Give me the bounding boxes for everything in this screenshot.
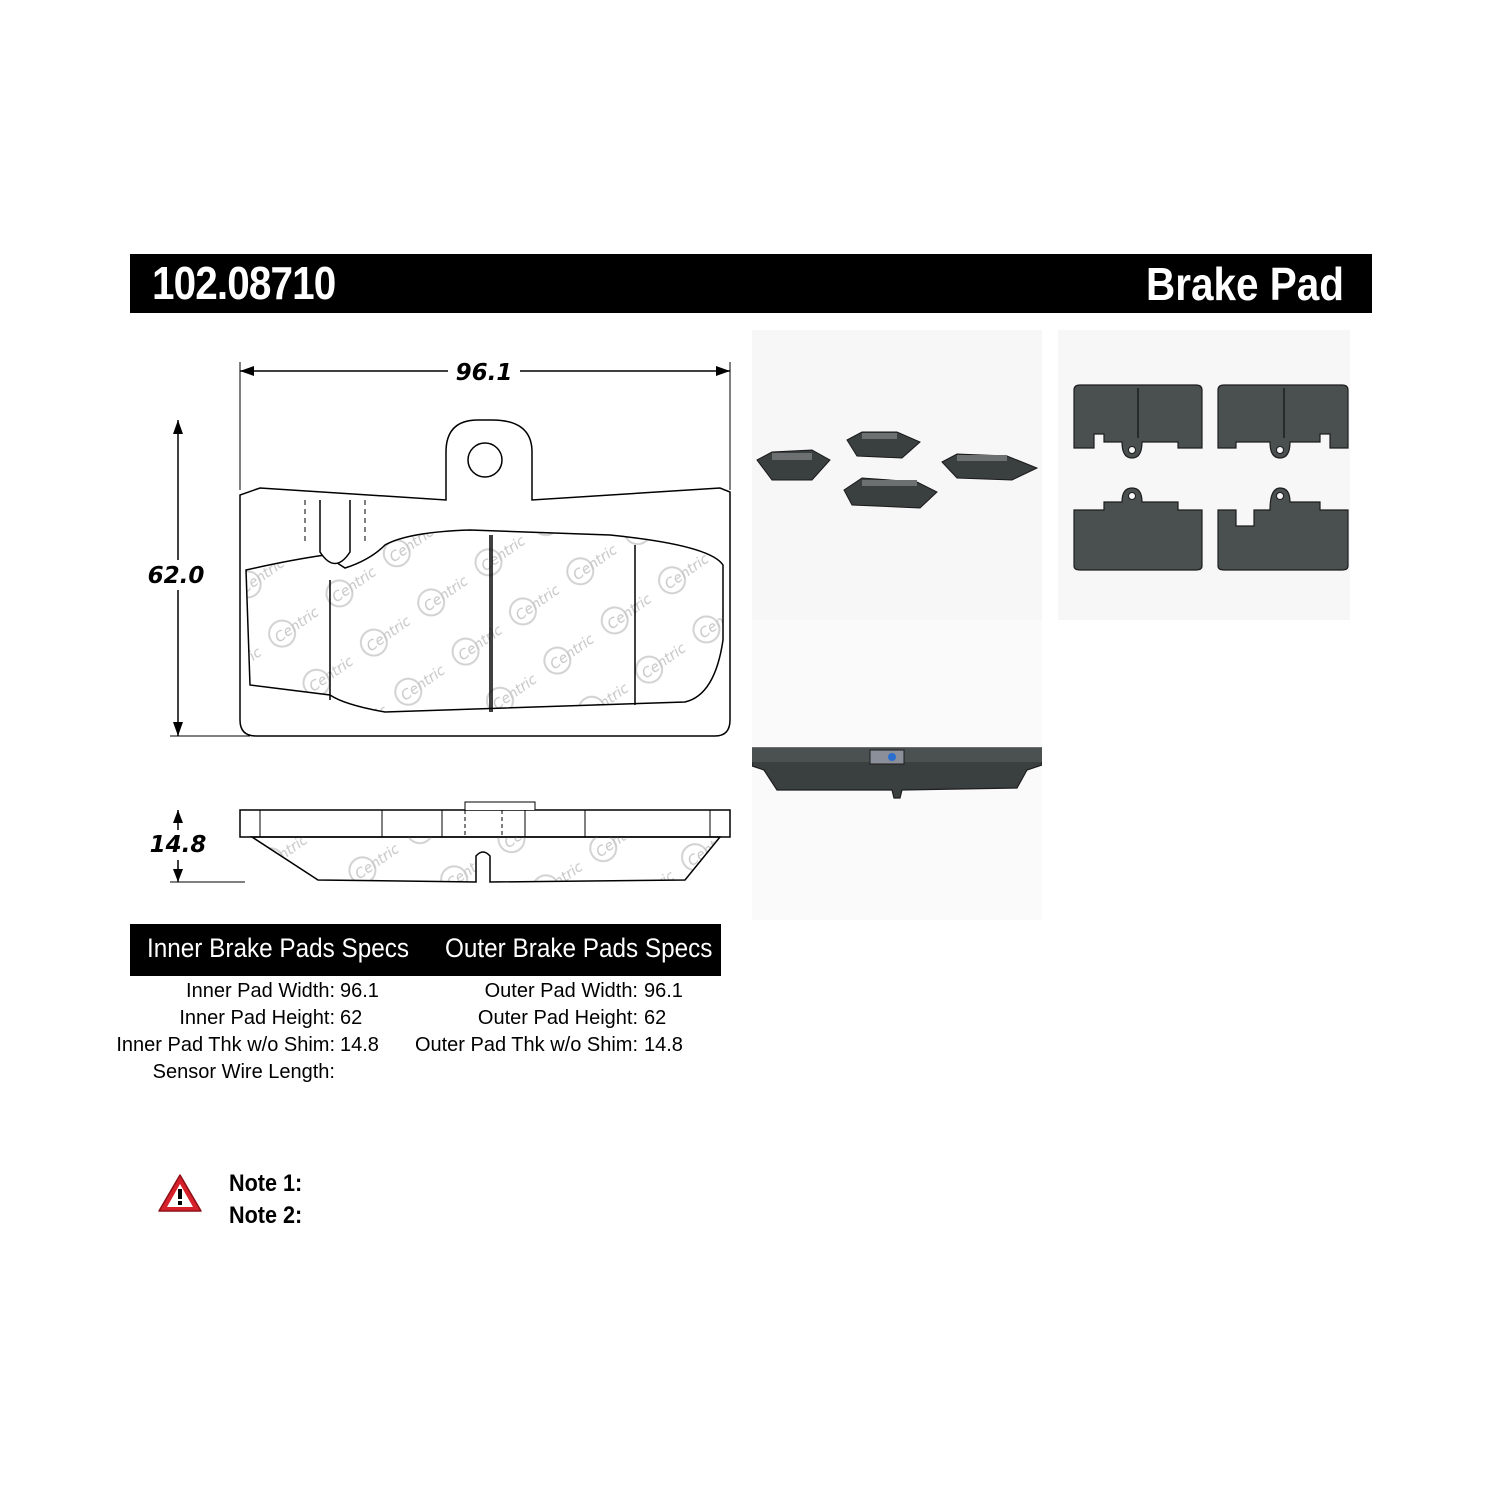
warning-triangle-icon (157, 1172, 203, 1214)
spec-label: Outer Pad Height: (477, 1007, 638, 1029)
inner-pad-thickness-row (116, 1032, 335, 1059)
brake-pad-technical-drawing (140, 340, 740, 900)
note-2-label: Note 2: (229, 1202, 303, 1229)
inner-pad-width-row (130, 978, 335, 1005)
inner-pad-height-row (130, 1005, 335, 1032)
spec-value: 96.1 (644, 980, 683, 1002)
spec-label: Inner Pad Width: (186, 980, 335, 1002)
spec-value: 14.8 (340, 1034, 379, 1056)
height-dimension-label: 62.0 (147, 563, 205, 589)
outer-pad-thickness-row (414, 1032, 638, 1059)
spec-label: Inner Pad Thk w/o Shim: (116, 1034, 335, 1056)
outer-pad-width-row (420, 978, 638, 1005)
outer-specs-title: Outer Brake Pads Specs (445, 933, 713, 963)
pad-side-view (240, 802, 730, 882)
product-photo-side (752, 620, 1042, 920)
part-number: 102.08710 (152, 257, 336, 309)
spec-value: 14.8 (644, 1034, 683, 1056)
product-photo-isometric (752, 330, 1042, 620)
height-dimension (144, 420, 250, 736)
spec-label: Outer Pad Width: (484, 980, 638, 1002)
thickness-dimension (144, 810, 245, 882)
product-photo-flat-set (1058, 330, 1350, 620)
spec-value: 96.1 (340, 980, 379, 1002)
spec-value: 62 (644, 1007, 667, 1029)
spec-value: 62 (340, 1007, 363, 1029)
specs-header-bar (130, 924, 721, 976)
spec-label: Sensor Wire Length: (152, 1061, 335, 1083)
sensor-wire-length-row (130, 1059, 335, 1086)
width-dimension-label: 96.1 (455, 360, 513, 386)
outer-pad-height-row (420, 1005, 638, 1032)
thickness-dimension-label: 14.8 (149, 832, 207, 858)
product-type: Brake Pad (1145, 258, 1344, 310)
pad-front-view (240, 420, 730, 736)
inner-specs-title: Inner Brake Pads Specs (147, 933, 410, 963)
spec-label: Inner Pad Height: (179, 1007, 335, 1029)
note-1-label: Note 1: (229, 1170, 303, 1197)
header-bar (130, 254, 1372, 313)
spec-label: Outer Pad Thk w/o Shim: (414, 1034, 638, 1056)
